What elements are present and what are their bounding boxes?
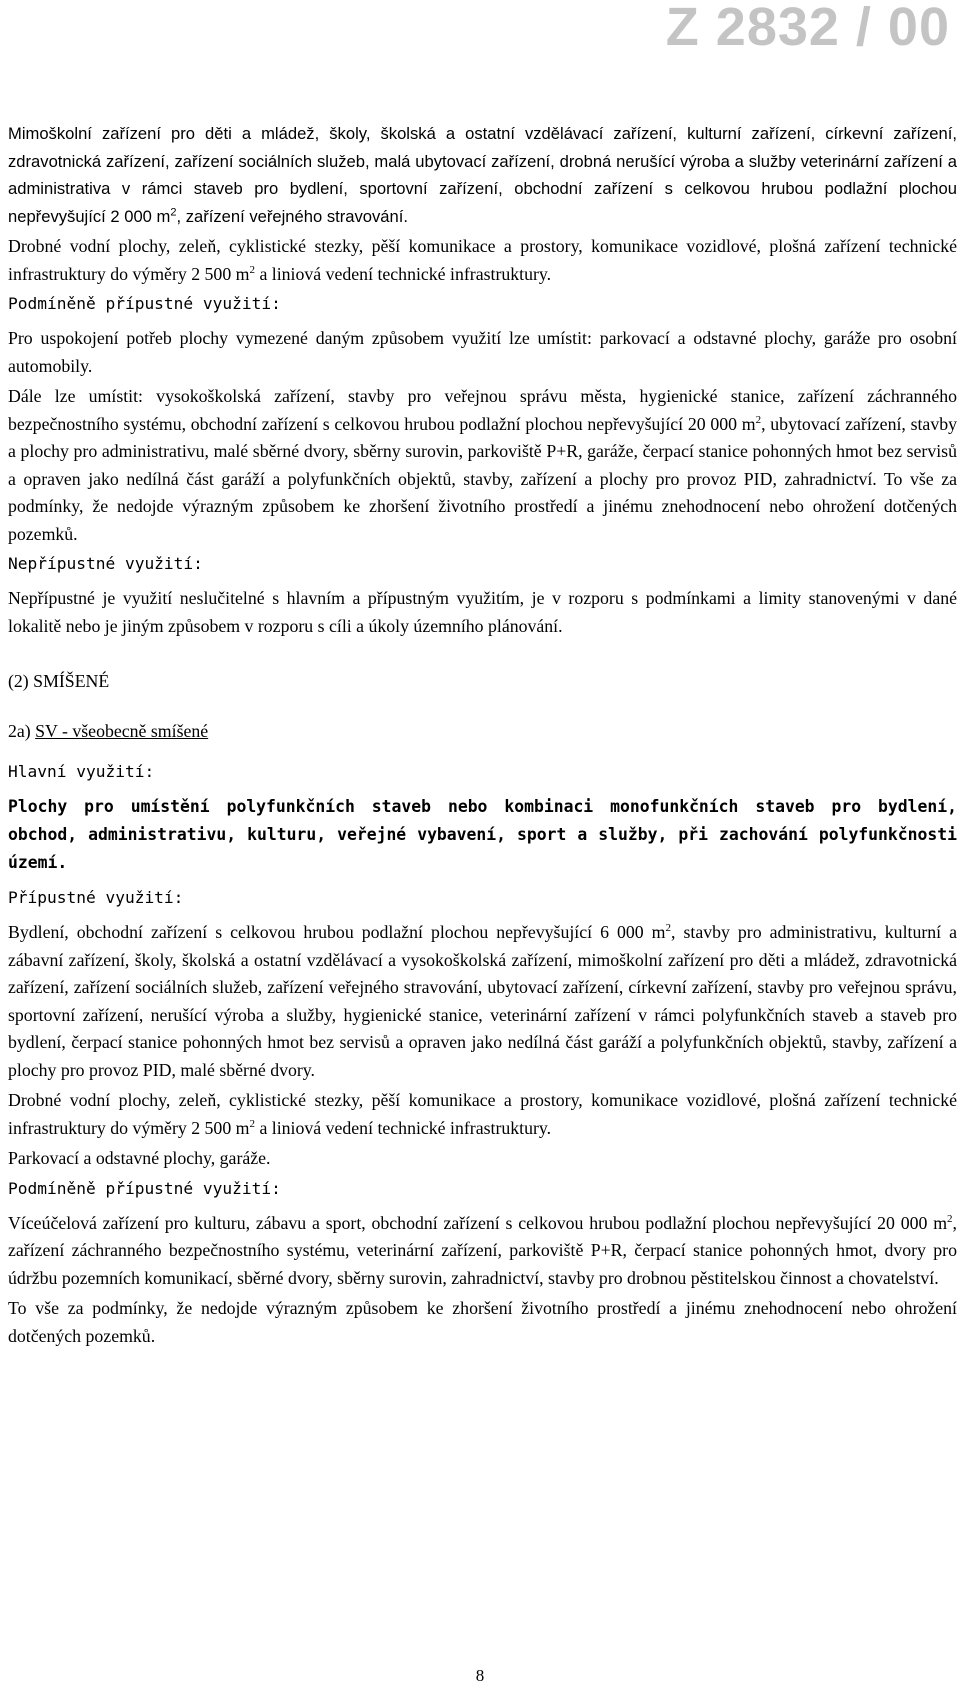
paragraph-text: Víceúčelová zařízení pro kulturu, zábavu a sport, obchodní zařízení s celkovou hrubou podlažní plochou nepřevyšující 20 000 m [8,1212,948,1233]
document-id: Z 2832 / 00 [665,0,950,57]
paragraph-tail: a liniová vedení technické infrastruktury. [255,263,552,284]
superscript: 2 [170,205,177,218]
paragraph-parking-2: Parkovací a odstavné plochy, garáže. [8,1148,271,1168]
heading-conditional-use-2: Podmíněně přípustné využití: [8,1178,281,1198]
heading-prohibited-use: Nepřípustné využití: [8,554,203,573]
heading-main-use: Hlavní využití: [8,762,155,781]
paragraph-tail: a liniová vedení technické infrastruktury. [255,1117,552,1138]
paragraph-text: Drobné vodní plochy, zeleň, cyklistické stezky, pěší komunikace a prostory, komunikace vozidlové, plošná zařízení technické infrastruktury do výměry 2 500 m [8,1090,957,1138]
subsection-heading [8,718,957,746]
superscript: 2 [249,263,255,276]
page-number: 8 [475,1666,485,1685]
paragraph-parking: Pro uspokojení potřeb plochy vymezené daným způsobem využití lze umístit: parkovací a odstavné plochy, garáže pro osobní automobily. [8,328,957,376]
document-body [8,120,957,1353]
heading-permitted-use: Přípustné využití: [8,888,184,907]
paragraph-main-use: Plochy pro umístění polyfunkčních staveb nebo kombinaci monofunkčních staveb pro bydlení, obchod, administrativu, kulturu, veřejné vybavení, sport a služby, při zachování polyfunkčnosti území. [8,797,957,872]
paragraph-prohibited: Nepřípustné je využití neslučitelné s hlavním a přípustným využitím, je v rozporu s podmínkami a limity stanovenými v dané lokalitě nebo je jiným způsobem v rozporu s cíli a úkoly územního plánování. [8,588,957,636]
paragraph-infrastructure [8,233,957,288]
paragraph-text: Bydlení, obchodní zařízení s celkovou hrubou podlažní plochou nepřevyšující 6 000 m [8,922,666,942]
superscript: 2 [665,922,671,935]
superscript: 2 [947,1212,953,1225]
superscript: 2 [755,413,762,426]
paragraph-tail: , zařízení záchranného bezpečnostního systému, veterinární zařízení, parkoviště P+R, čerpací stanice pohonných hmot, dvory pro údržbu pozemních komunikací, sběrné dvory, sběrny surovin, zahradnictví, stavby pro drobnou pěstitelskou činnost a chovatelství. [8,1212,957,1288]
paragraph-condition: To vše za podmínky, že nedojde výrazným způsobem ke zhoršení životního prostředí a jinému znehodnocení nebo ohrožení dotčených pozemků. [8,1298,957,1346]
paragraph-conditional-facilities [8,1210,957,1293]
paragraph-text: Mimoškolní zařízení pro děti a mládež, školy, školská a ostatní vzdělávací zařízení, kulturní zařízení, církevní zařízení, zdravotnická zařízení, zařízení sociálních služeb, malá ubytovací zařízení, drobná nerušící výroba a služby veterinární zařízení a administrativa v rámci staveb pro bydlení, sportovní zařízení, obchodní zařízení s celkovou hrubou podlažní plochou nepřevyšující 2 000 m [8,124,957,226]
paragraph-tail: , stavby pro administrativu, kulturní a zábavní zařízení, školy, školská a ostatní vzdělávací a vysokoškolská zařízení, mimoškolní zařízení pro děti a mládež, zdravotnická zařízení, zařízení sociálních služeb, zařízení veřejného stravování, ubytovací zařízení, církevní zařízení, stavby pro veřejnou správu, sportovní zařízení, nerušící výroba a služby, hygienické stanice, veterinární zařízení v rámci polyfunkčních staveb a staveb pro bydlení, čerpací stanice pohonných hmot bez servisů a opraven jako nedílná část garáží a polyfunkčních objektů, stavby, zařízení a plochy pro provoz PID, malé sběrné dvory. [8,922,957,1080]
subsection-prefix: 2a) [8,720,36,741]
paragraph-permitted-use [8,919,957,1084]
paragraph-tail: , zařízení veřejného stravování. [176,206,408,226]
heading-conditional-use: Podmíněně přípustné využití: [8,294,281,313]
superscript: 2 [249,1117,255,1130]
paragraph-text: Dále lze umístit: vysokoškolská zařízení, stavby pro veřejnou správu města, hygienické stanice, zařízení záchranného bezpečnostního systému, obchodní zařízení s celkovou hrubou podlažní plochou nepřevyšující 20 000 m [8,386,957,434]
paragraph-infrastructure-2 [8,1087,957,1142]
section-heading: (2) SMÍŠENÉ [8,671,110,691]
paragraph-text: Drobné vodní plochy, zeleň, cyklistické stezky, pěší komunikace a prostory, komunikace vozidlové, plošná zařízení technické infrastruktury do výměry 2 500 m [8,236,957,284]
subsection-code: SV - všeobecně smíšené [35,720,209,741]
paragraph-permitted-facilities [8,120,957,230]
paragraph-additional-facilities [8,383,957,548]
paragraph-tail: , ubytovací zařízení, stavby a plochy pro administrativu, malé sběrné dvory, sběrny surovin, parkoviště P+R, garáže, čerpací stanice pohonných hmot bez servisů a opraven jako nedílná část garáží a polyfunkčních objektů, stavby, zařízení a plochy pro provoz PID, zahradnictví. To vše za podmínky, že nedojde výrazným způsobem ke zhoršení životního prostředí a jinému znehodnocení nebo ohrožení dotčených pozemků. [8,413,957,544]
